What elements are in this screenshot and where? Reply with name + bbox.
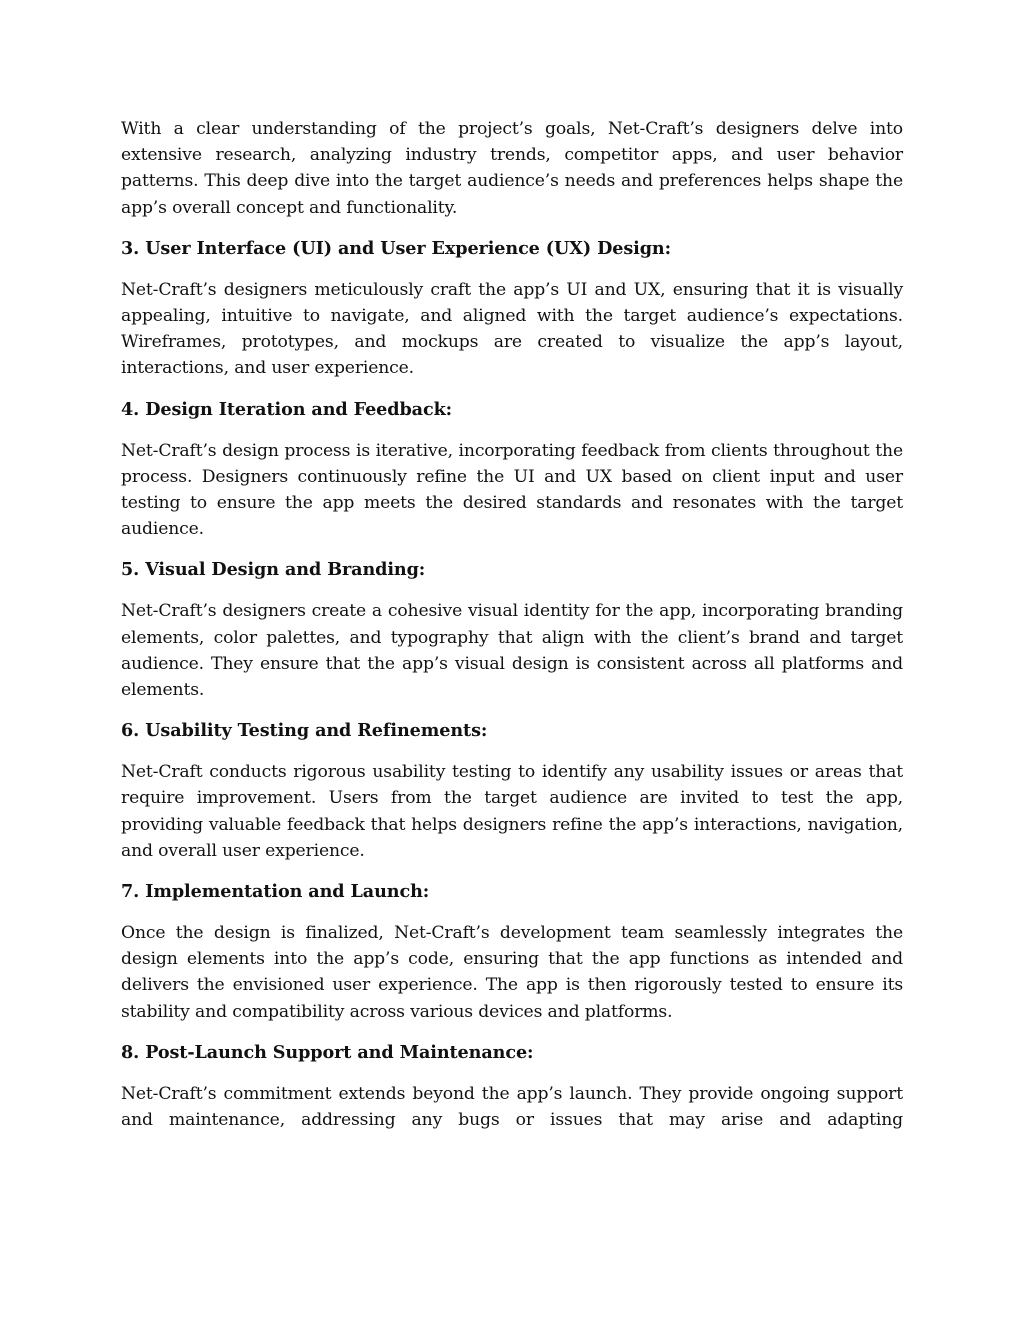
document-page (121, 116, 903, 1148)
section-heading-design-iteration: 4. Design Iteration and Feedback: (121, 398, 453, 420)
section-body-design-iteration: Net-Craft’s design process is iterative, incorporating feedback from clients throughout the process. Designers continuously refine the UI and UX based on client input and user testing to ensure the app meets the desired standards and resonates with the target audience. (121, 440, 903, 540)
section-heading-post-launch: 8. Post-Launch Support and Maintenance: (121, 1041, 534, 1063)
section-body-implementation: Once the design is finalized, Net-Craft’s development team seamlessly integrates the design elements into the app’s code, ensuring that the app functions as intended and delivers the envisioned user experience. The app is then rigorously tested to ensure its stability and compatibility across various devices and platforms. (121, 923, 903, 1022)
section-body-post-launch: Net-Craft’s commitment extends beyond the app’s launch. They provide ongoing support and maintenance, addressing any bugs or issues that may arise and adapting (121, 1083, 903, 1131)
section-body-usability-testing: Net-Craft conducts rigorous usability testing to identify any usability issues or areas that require improvement. Users from the target audience are invited to test the app, providing valuable feedback that helps designers refine the app’s interactions, navigation, and overall user experience. (121, 762, 903, 861)
section-heading-ui-ux-design: 3. User Interface (UI) and User Experience (UX) Design: (121, 237, 672, 259)
section-heading-usability-testing: 6. Usability Testing and Refinements: (121, 720, 488, 742)
section-heading-implementation: 7. Implementation and Launch: (121, 881, 430, 903)
section-heading-visual-design: 5. Visual Design and Branding: (121, 559, 426, 581)
section-body-ui-ux-design: Net-Craft’s designers meticulously craft the app’s UI and UX, ensuring that it is visually appealing, intuitive to navigate, and aligned with the target audience’s expectations. Wireframes, prototypes, and mockups are created to visualize the app’s layout, interactions, and user experience. (121, 279, 903, 379)
intro-paragraph: With a clear understanding of the project’s goals, Net-Craft’s designers delve into extensive research, analyzing industry trends, competitor apps, and user behavior patterns. This deep dive into the target audience’s needs and preferences helps shape the app’s overall concept and functionality. (121, 119, 903, 218)
section-body-visual-design: Net-Craft’s designers create a cohesive visual identity for the app, incorporating branding elements, color palettes, and typography that align with the client’s brand and target audience. They ensure that the app’s visual design is consistent across all platforms and elements. (121, 601, 903, 701)
